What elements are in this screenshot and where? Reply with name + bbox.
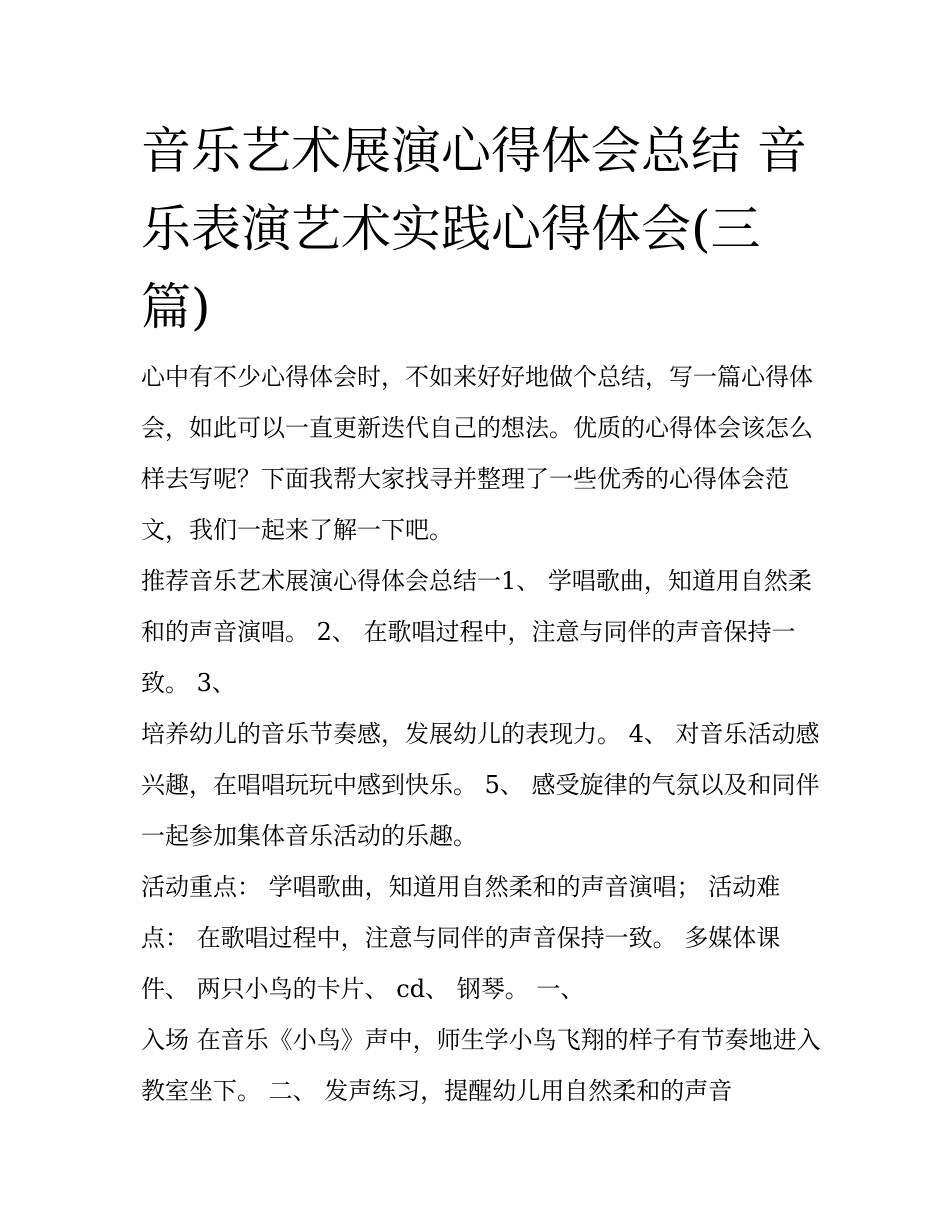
paragraph-objectives: 推荐音乐艺术展演心得体会总结一1、 学唱歌曲，知道用自然柔和的声音演唱。 2、 在歌唱过程中，注意与同伴的声音保持一致。 3、 — [141, 567, 812, 697]
document-body — [141, 352, 821, 1117]
paragraph-entrance: 入场 在音乐《小鸟》声中，师生学小鸟飞翔的样子有节奏地进入教室坐下。 二、 发声练习，提醒幼儿用自然柔和的声音 — [141, 1026, 821, 1105]
paragraph-intro: 心中有不少心得体会时，不如来好好地做个总结，写一篇心得体会，如此可以一直更新迭代自己的想法。优质的心得体会该怎么样去写呢？下面我帮大家找寻并整理了一些优秀的心得体会范文，我们一起来了解一下吧。 — [141, 363, 813, 544]
document-title: 音乐艺术展演心得体会总结 音乐表演艺术实践心得体会(三篇) — [141, 122, 807, 336]
paragraph-key-points: 活动重点： 学唱歌曲，知道用自然柔和的声音演唱； 活动难点： 在歌唱过程中，注意与同伴的声音保持一致。 多媒体课件、 两只小鸟的卡片、 cd、 钢琴。 一、 — [141, 873, 781, 1003]
paragraph-objectives-continued: 培养幼儿的音乐节奏感，发展幼儿的表现力。 4、 对音乐活动感兴趣，在唱唱玩玩中感到快乐。 5、 感受旋律的气氛以及和同伴一起参加集体音乐活动的乐趣。 — [141, 720, 820, 850]
